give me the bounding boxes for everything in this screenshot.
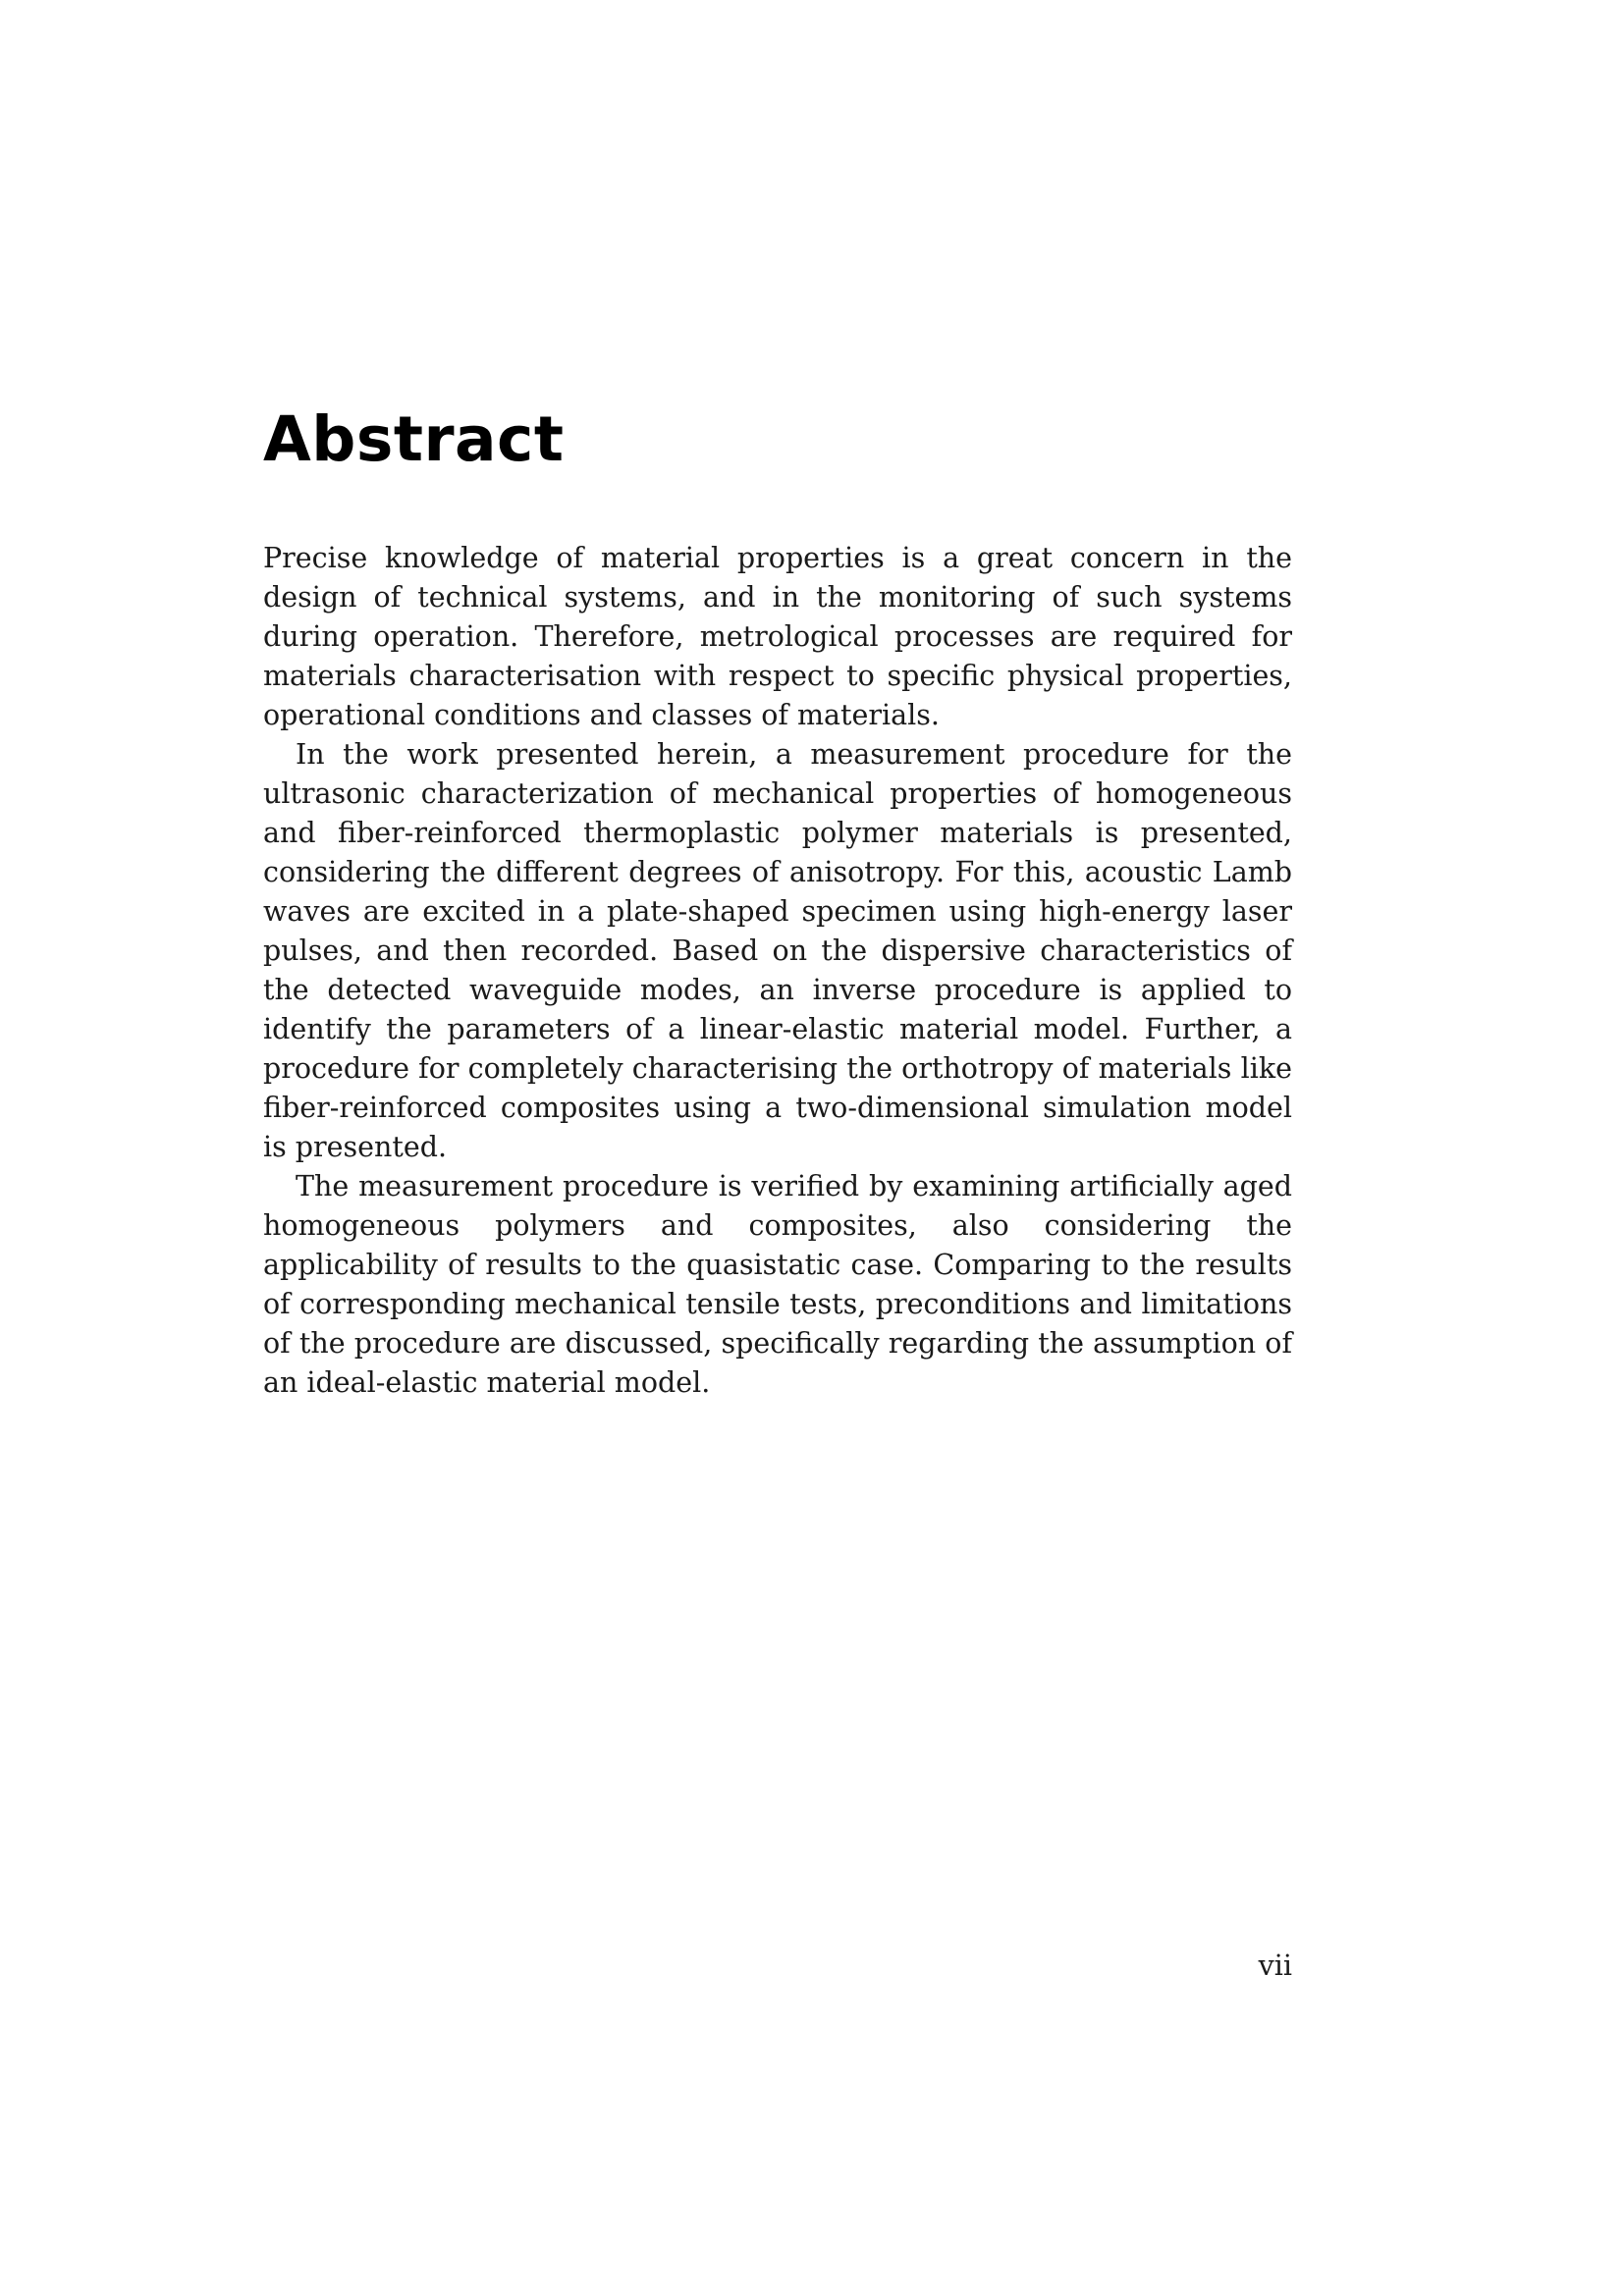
page-title: Abstract	[263, 403, 565, 475]
abstract-paragraph-1: Precise knowledge of material properties is a great concern in the design of technical systems, and in the monitoring of such systems during operation. Therefore, metrological processes are required for materials characterisation with respect to specific physical properties, operational conditions and classes of materials.	[263, 542, 1292, 731]
abstract-paragraph-3: The measurement procedure is verified by examining artificially aged homogeneous polymers and composites, also considering the applicability of results to the quasistatic case. Comparing to the results of corresponding mechanical tensile tests, preconditions and limitations of the procedure are discussed, specifically regarding the assumption of an ideal-elastic material model.	[263, 1170, 1292, 1399]
abstract-paragraph-2: In the work presented herein, a measurement procedure for the ultrasonic characterization of mechanical properties of homogeneous and fiber-reinforced thermoplastic polymer materials is presented, considering the different degrees of anisotropy. For this, acoustic Lamb waves are excited in a plate-shaped specimen using high-energy laser pulses, and then recorded. Based on the dispersive characteristics of the detected waveguide modes, an inverse procedure is applied to identify the parameters of a linear-elastic material model. Further, a procedure for completely characterising the orthotropy of materials like fiber-reinforced composites using a two-dimensional simulation model is presented.	[263, 738, 1292, 1163]
abstract-body	[263, 539, 1292, 1403]
page-number: vii	[1258, 1949, 1292, 1982]
